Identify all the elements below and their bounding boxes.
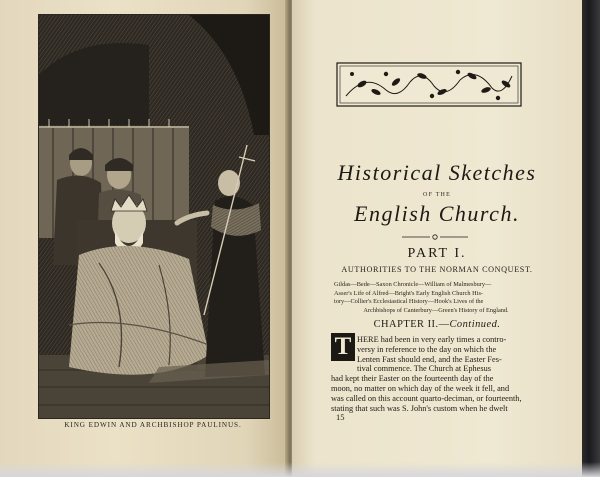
floral-headpiece-ornament [336,62,522,107]
body-line: moon, no matter on which day of the week it fell, and [331,383,510,393]
frontispiece-engraving [38,14,270,419]
book-cover-edge [582,0,600,477]
body-line: stating that such was S. John's custom when he dwelt [331,403,508,413]
chapter-continued: Continued. [449,319,501,330]
table-surface [0,462,600,477]
title-rule-ornament [400,233,470,241]
summary-line: Asser's Life of Alfred—Bright's Early English Church His- [334,289,483,297]
frontispiece-caption: KING EDWIN AND ARCHBISHOP PAULINUS. [64,421,242,429]
part-heading: PART I. [407,246,467,261]
summary-line: Archbishops of Canterbury—Green's History of England. [363,306,509,314]
book-title-line2: English Church. [354,201,520,226]
drop-cap-letter: T [331,333,355,361]
sources-summary [334,281,538,315]
body-line: tival commence. The Church at Ephesus [357,364,491,374]
summary-line: tory—Collier's Ecclesiastical History—Hook's Lives of the [334,298,484,306]
body-line: Lenten Fast should end, and the Easter Fes- [357,354,502,364]
page-number: 15 [336,412,345,422]
chapter-number: CHAPTER II.— [373,319,450,330]
book-title-line1: Historical Sketches [337,160,537,185]
body-line: was called on this account quarto-deciman, or fourteenth, [331,393,522,403]
body-paragraph [331,335,541,413]
chapter-heading [292,319,582,330]
body-line: versy in reference to the day on which the [357,344,497,354]
body-line: had kept their Easter on the fourteenth day of the [331,374,494,384]
book-title-connector: OF THE [423,192,451,198]
body-line: HERE had been in very early times a contro- [357,335,507,344]
summary-line: Gildas—Bede—Saxon Chronicle—William of Malmesbury— [334,281,492,288]
part-subtitle: AUTHORITIES TO THE NORMAN CONQUEST. [341,265,533,274]
